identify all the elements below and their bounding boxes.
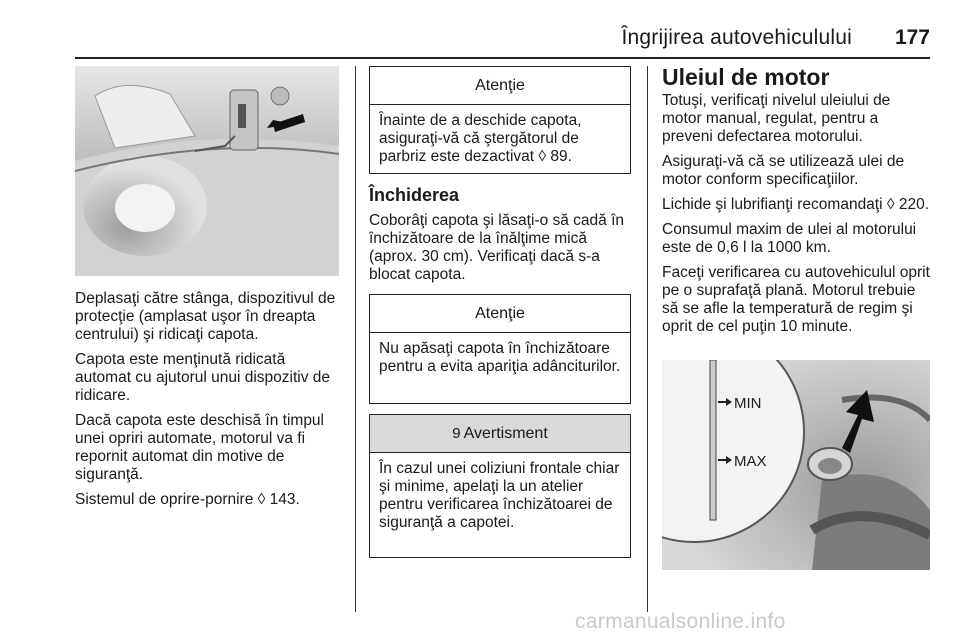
oil-paragraph-3: Lichide şi lubrifianţi recomandaţi ◊ 220. [662,196,929,213]
header-rule [75,57,930,59]
closing-heading: Închiderea [369,185,460,205]
watermark: carmanualsonline.info [575,610,786,633]
attention-box-1-title: Atenţie [370,67,630,105]
hood-release-lever-photo-icon [75,66,339,276]
hood-paragraph-1: Deplasaţi către stânga, dispozitivul de protecţie (amplasat uşor în dreapta centrului) şi ridicaţi capota. [75,290,336,343]
closing-text: Coborâţi capota şi lăsaţi-o să cadă în închizătoare de la înălţime mică (aprox. 30 cm). Verificaţi dacă s-a blocat capota. [369,212,625,283]
attention-box-1 [369,66,631,174]
right-column-text [662,64,930,343]
page-header [0,20,930,54]
dipstick-photo [662,360,930,570]
hood-paragraph-2: Capota este menţinută ridicată automat cu ajutorul unui dispozitiv de ridicare. [75,351,331,404]
column-divider-right [647,66,648,612]
attention-box-2 [369,294,631,404]
warning-triangle-icon: 9 [452,425,461,442]
dipstick-min-label: MIN [734,395,762,412]
left-column-text [75,290,345,516]
attention-box-2-title: Atenţie [370,295,630,333]
dipstick-max-label: MAX [734,453,767,470]
engine-oil-heading: Uleiul de motor [662,64,830,90]
warning-box [369,414,631,558]
warning-box-text: În cazul unei coliziuni frontale chiar şi minime, apelaţi la un atelier pentru verificarea închizătoarei de siguranţă a capotei. [379,460,620,531]
oil-paragraph-2: Asiguraţi-vă că se utilizează ulei de motor conform specificaţiilor. [662,153,905,188]
hood-release-photo [75,66,339,276]
dipstick-photo-icon [662,360,930,570]
closing-section [369,186,637,291]
oil-paragraph-5: Faceţi verificarea cu autovehiculul oprit pe o suprafaţă plană. Motorul trebuie să se afle la temperatură de regim şi oprit de cel puţin 10 minute. [662,264,930,335]
attention-box-1-text: Înainte de a deschide capota, asiguraţi-vă că ştergătorul de parbriz este dezactivat ◊ 89. [379,112,582,165]
warning-box-title [370,415,630,453]
attention-box-2-text: Nu apăsaţi capota în închizătoare pentru a evita apariţia adânciturilor. [379,340,621,375]
hood-paragraph-3: Dacă capota este deschisă în timpul unei opriri automate, motorul va fi repornit automat din motive de siguranţă. [75,412,324,483]
page-number: 177 [894,26,930,49]
stop-start-reference: Sistemul de oprire-pornire ◊ 143. [75,491,300,508]
page-title: Îngrijirea autovehiculului [621,26,852,49]
column-divider-left [355,66,356,612]
warning-box-title-text: Avertisment [463,424,548,442]
oil-paragraph-4: Consumul maxim de ulei al motorului este de 0,6 l la 1000 km. [662,221,917,256]
oil-paragraph-1: Totuşi, verificaţi nivelul uleiului de motor manual, regulat, pentru a preveni defectarea motorului. [662,92,891,145]
